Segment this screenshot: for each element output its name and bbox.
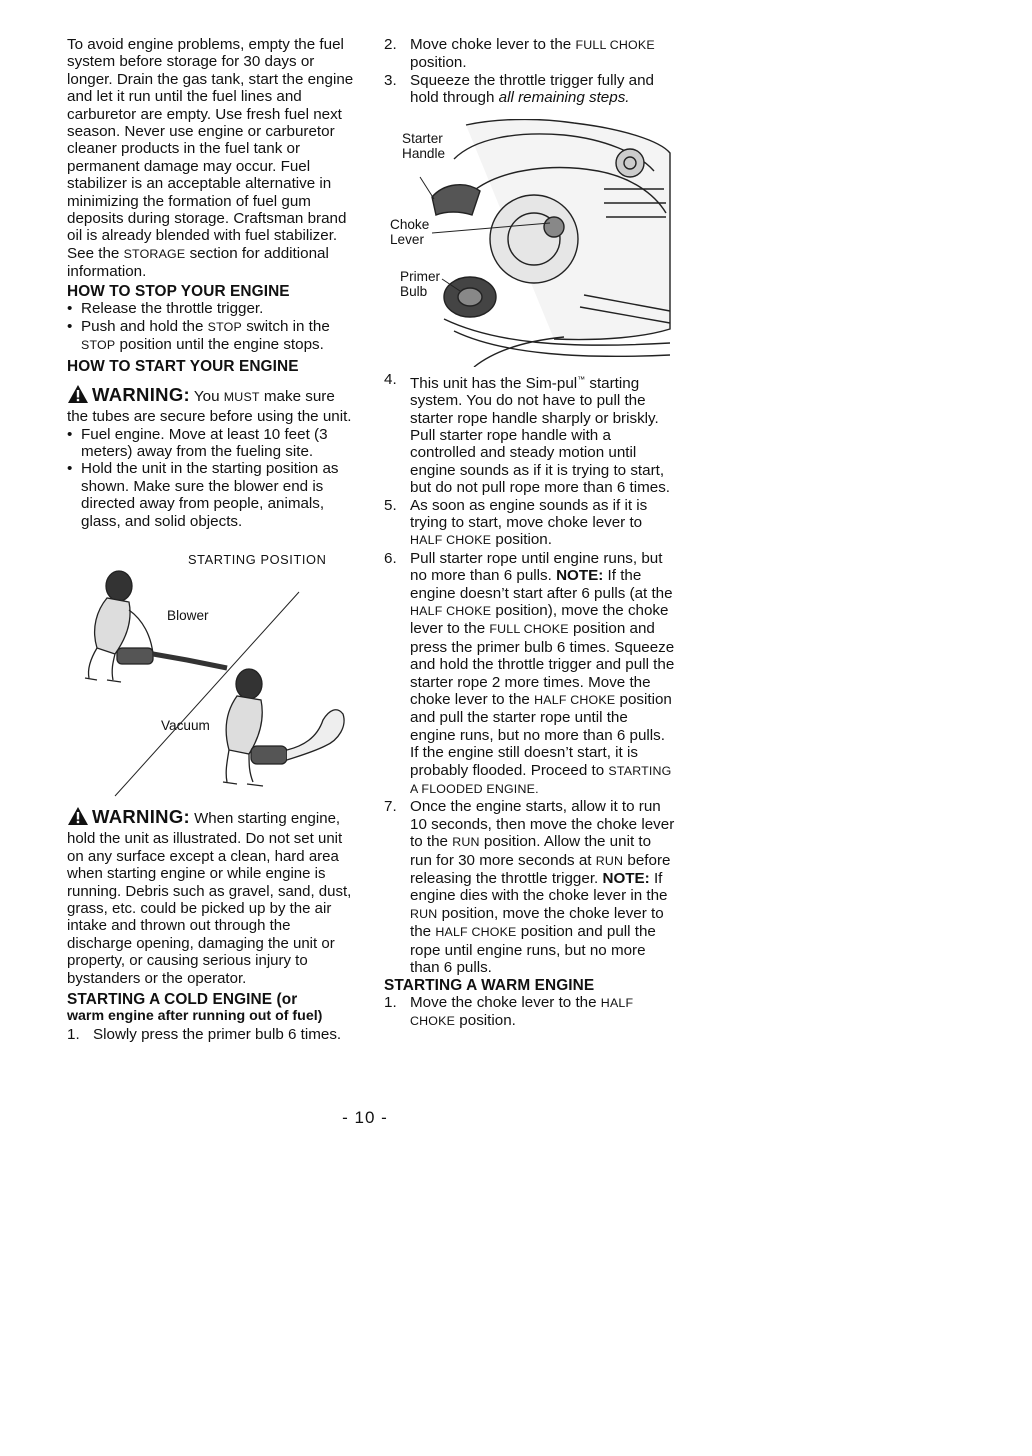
warm-engine-heading: STARTING A WARM ENGINE (384, 976, 595, 994)
start-engine-heading: HOW TO START YOUR ENGINE (67, 358, 299, 376)
starting-position-title: STARTING POSITION (188, 551, 327, 567)
list-item: 5. As soon as engine sounds as if it is trying to start, move choke lever to HALF CHOKE position. (384, 496, 648, 549)
lever-label: Lever (390, 231, 425, 247)
right-column (384, 36, 676, 1031)
cold-engine-subheading: warm engine after running out of fuel) (67, 1008, 323, 1025)
list-item: 3. Squeeze the throttle trigger fully and hold through all remaining steps. (384, 71, 654, 107)
bulb-label: Bulb (400, 283, 428, 299)
stop-engine-heading: HOW TO STOP YOUR ENGINE (67, 282, 290, 300)
list-item: • Hold the unit in the starting position as shown. Make sure the blower end is directed away from people, animals, glass, and solid objects. (67, 460, 359, 530)
choke-label: Choke (390, 216, 430, 232)
list-item: • Push and hold the STOP switch in the STOP position until the engine stops. (67, 318, 359, 355)
page-number: - 10 - (342, 1108, 388, 1127)
vacuum-label: Vacuum (161, 717, 210, 733)
warm-engine-steps (384, 994, 676, 1031)
cold-engine-steps-continued (384, 36, 676, 107)
storage-intro-paragraph: To avoid engine problems, empty the fuel system before storage for 30 days or longer. Drain the gas tank, start the engine and let it run until the fuel lines and carburetor are empty. Use fresh fuel next season. Never use engine or carburetor cleaner products in the fuel tank or permanent damage may occur. Fuel stabilizer is an acceptable alternative in minimizing the formation of fuel gum deposits during storage. Craftsman brand oil is already blended with fuel stabilizer. See the STORAGE section for additional information. (67, 36, 354, 281)
list-item: 7. Once the engine starts, allow it to run 10 seconds, then move the choke lever to the RUN position. Allow the unit to run for 30 more seconds at RUN before releasing the throttle trigger. NOTE: If engine dies with the choke lever in the RUN position, move the choke lever to the HALF CHOKE position and pull the rope until engine runs, but no more than 6 pulls. (384, 798, 675, 977)
warning-starting-paragraph: WARNING: When starting engine, hold the unit as illustrated. Do not set unit on any surface except a clean, hard area when starting engine or while engine is running. Debris such as gravel, sand, dust, grass, etc. could be picked up by the air intake and thrown out through the discharge opening, damaging the unit or property, or causing serious injury to bystanders or the operator. (67, 805, 352, 987)
list-item: • Release the throttle trigger. (67, 300, 359, 317)
primer-label: Primer (400, 268, 441, 284)
list-item: 6. Pull starter rope until engine runs, but no more than 6 pulls. NOTE: If the engine doesn’t start after 6 pulls (at the HALF CHOKE position), move the choke lever to the FULL CHOKE position and press the primer bulb 6 times. Squeeze and hold the throttle trigger and pull the starter rope 2 more times. Move the choke lever to the HALF CHOKE position and pull the starter rope until the engine runs, but no more than 6 pulls. If the engine still doesn’t start, it is probably flooded. Proceed to STARTING A FLOODED ENGINE. (384, 549, 675, 797)
cold-engine-heading: STARTING A COLD ENGINE (or (67, 991, 298, 1009)
cold-engine-steps-continued-2 (384, 371, 676, 977)
start-prep-list (67, 426, 359, 530)
list-item: 1. Move the choke lever to the HALF CHOKE position. (384, 993, 634, 1030)
list-item: 2. Move choke lever to the FULL CHOKE position. (384, 36, 655, 72)
handle-label: Handle (402, 145, 446, 161)
starting-position-illustration (67, 550, 359, 802)
starter-label: Starter (402, 130, 443, 146)
starting-position-figure (67, 550, 359, 802)
list-item: • Fuel engine. Move at least 10 feet (3 meters) away from the fueling site. (67, 426, 359, 461)
warning-triangle-icon (67, 806, 89, 830)
left-column (67, 36, 359, 1043)
cold-engine-steps (67, 1026, 359, 1043)
warning-tubes-paragraph: WARNING: You MUST make sure the tubes are secure before using the unit. (67, 383, 352, 426)
list-item: 4. This unit has the Sim-pul™ starting system. You do not have to pull the starter rope handle sharply or briskly. Pull starter rope handle with a controlled and steady motion until engine sounds as if it is trying to start, but do not pull rope more than 6 times. (384, 370, 671, 497)
blower-label: Blower (167, 607, 209, 623)
list-item: 1. Slowly press the primer bulb 6 times. (67, 1025, 342, 1043)
stop-engine-list (67, 300, 359, 354)
warning-triangle-icon (67, 384, 89, 408)
engine-controls-diagram (384, 119, 676, 367)
